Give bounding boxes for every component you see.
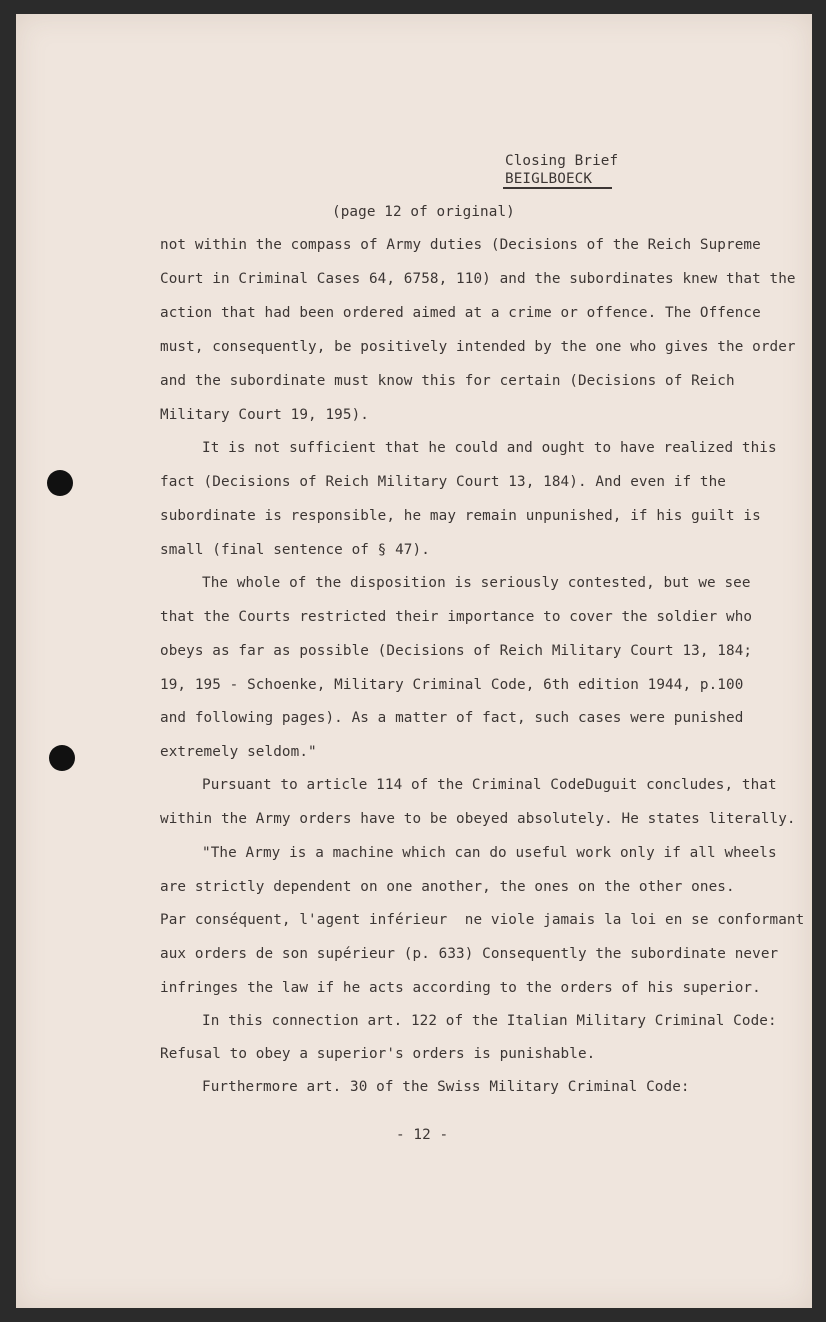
page-number: - 12 - <box>396 1127 449 1143</box>
text-line: Military Court 19, 195). <box>160 407 369 423</box>
text-line: In this connection art. 122 of the Italian Military Criminal Code: <box>202 1013 777 1029</box>
text-line: that the Courts restricted their importance to cover the soldier who <box>160 609 753 625</box>
text-line: are strictly dependent on one another, the ones on the other ones. <box>160 879 735 895</box>
text-line: action that had been ordered aimed at a crime or offence. The Offence <box>160 305 761 321</box>
page-note: (page 12 of original) <box>332 204 515 220</box>
text-line: Court in Criminal Cases 64, 6758, 110) and the subordinates knew that the <box>160 271 796 287</box>
text-line: and the subordinate must know this for certain (Decisions of Reich <box>160 373 735 389</box>
text-line: aux orders de son supérieur (p. 633) Consequently the subordinate never <box>160 946 779 962</box>
text-line: subordinate is responsible, he may remain unpunished, if his guilt is <box>160 508 761 524</box>
text-line: The whole of the disposition is seriously contested, but we see <box>202 575 751 591</box>
text-line: Par conséquent, l'agent inférieur ne viole jamais la loi en se conformant <box>160 912 805 928</box>
text-line: Furthermore art. 30 of the Swiss Military Criminal Code: <box>202 1079 690 1095</box>
text-line: "The Army is a machine which can do useful work only if all wheels <box>202 845 777 861</box>
header-name: BEIGLBOECK <box>505 171 593 187</box>
text-line: extremely seldom." <box>160 744 317 760</box>
text-line: Pursuant to article 114 of the Criminal CodeDuguit concludes, that <box>202 777 777 793</box>
text-line: must, consequently, be positively intended by the one who gives the order <box>160 339 796 355</box>
text-line: and following pages). As a matter of fact, such cases were punished <box>160 710 744 726</box>
text-line: 19, 195 - Schoenke, Military Criminal Code, 6th edition 1944, p.100 <box>160 677 744 693</box>
header-title: Closing Brief <box>505 153 619 169</box>
text-line: obeys as far as possible (Decisions of Reich Military Court 13, 184; <box>160 643 753 659</box>
text-line: fact (Decisions of Reich Military Court 13, 184). And even if the <box>160 474 726 490</box>
text-line: not within the compass of Army duties (Decisions of the Reich Supreme <box>160 237 761 253</box>
text-line: small (final sentence of § 47). <box>160 542 430 558</box>
text-line: infringes the law if he acts according to the orders of his superior. <box>160 980 761 996</box>
text-line: within the Army orders have to be obeyed absolutely. He states literally. <box>160 811 796 827</box>
text-line: It is not sufficient that he could and ought to have realized this <box>202 440 777 456</box>
text-line: Refusal to obey a superior's orders is punishable. <box>160 1046 596 1062</box>
